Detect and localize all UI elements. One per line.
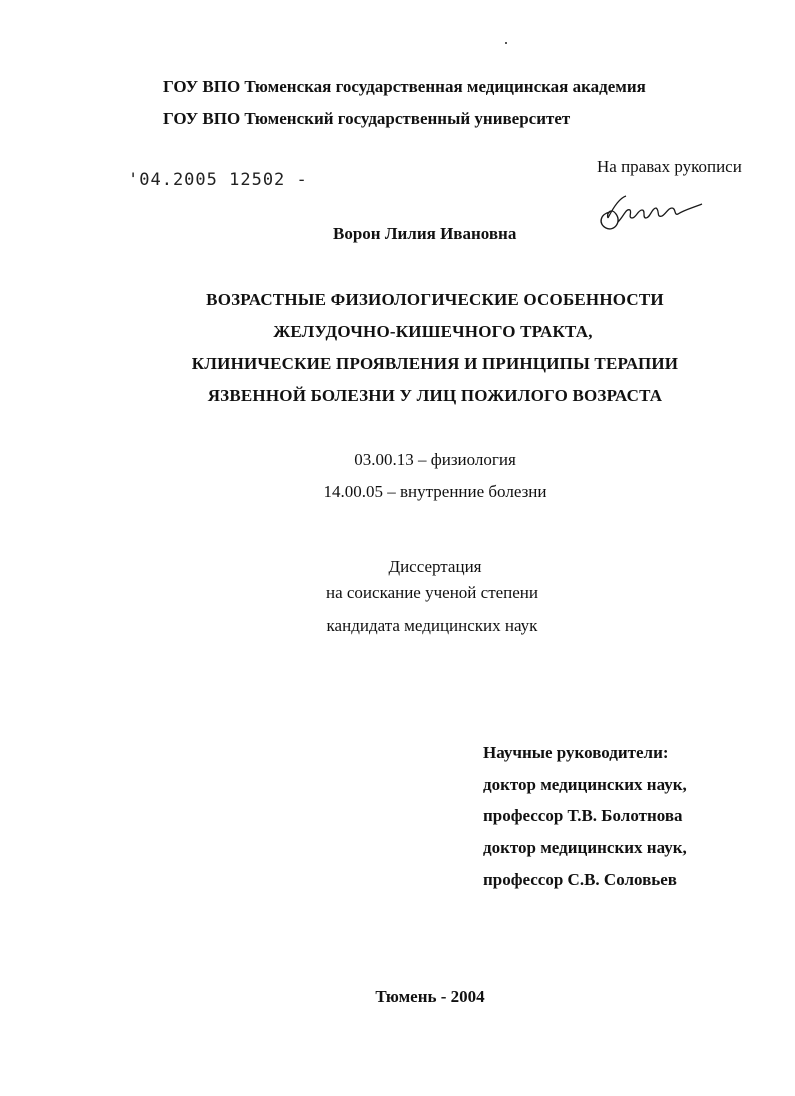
specialty-2: 14.00.05 – внутренние болезни	[323, 482, 547, 501]
title-line-3: КЛИНИЧЕСКИЕ ПРОЯВЛЕНИЯ И ПРИНЦИПЫ ТЕРАПИИ	[191, 354, 679, 373]
scan-speck	[505, 42, 507, 44]
dissertation-purpose: на соискание ученой степени	[325, 583, 539, 602]
dissertation-type: Диссертация	[388, 557, 482, 576]
title-line-1: ВОЗРАСТНЫЕ ФИЗИОЛОГИЧЕСКИЕ ОСОБЕННОСТИ	[206, 290, 664, 309]
city-year: Тюмень - 2004	[375, 987, 485, 1006]
supervisors-heading: Научные руководители:	[483, 743, 669, 762]
supervisor-1-name: профессор Т.В. Болотнова	[483, 806, 683, 825]
supervisor-2-degree: доктор медицинских наук,	[483, 838, 687, 857]
specialty-1: 03.00.13 – физиология	[354, 450, 516, 469]
title-line-2: ЖЕЛУДОЧНО-КИШЕЧНОГО ТРАКТА,	[273, 322, 593, 341]
author-name: Ворон Лилия Ивановна	[333, 224, 517, 243]
institution-line-2: ГОУ ВПО Тюменский государственный университет	[163, 109, 571, 128]
archive-code: '04.2005 12502 -	[128, 170, 308, 190]
institution-line-1: ГОУ ВПО Тюменская государственная медицинская академия	[163, 77, 646, 96]
handwritten-signature	[596, 188, 706, 238]
supervisor-1-degree: доктор медицинских наук,	[483, 775, 687, 794]
dissertation-degree: кандидата медицинских наук	[326, 616, 538, 635]
title-line-4: ЯЗВЕННОЙ БОЛЕЗНИ У ЛИЦ ПОЖИЛОГО ВОЗРАСТА	[207, 386, 663, 405]
supervisor-2-name: профессор С.В. Соловьев	[483, 870, 677, 889]
rights-note: На правах рукописи	[597, 157, 742, 176]
